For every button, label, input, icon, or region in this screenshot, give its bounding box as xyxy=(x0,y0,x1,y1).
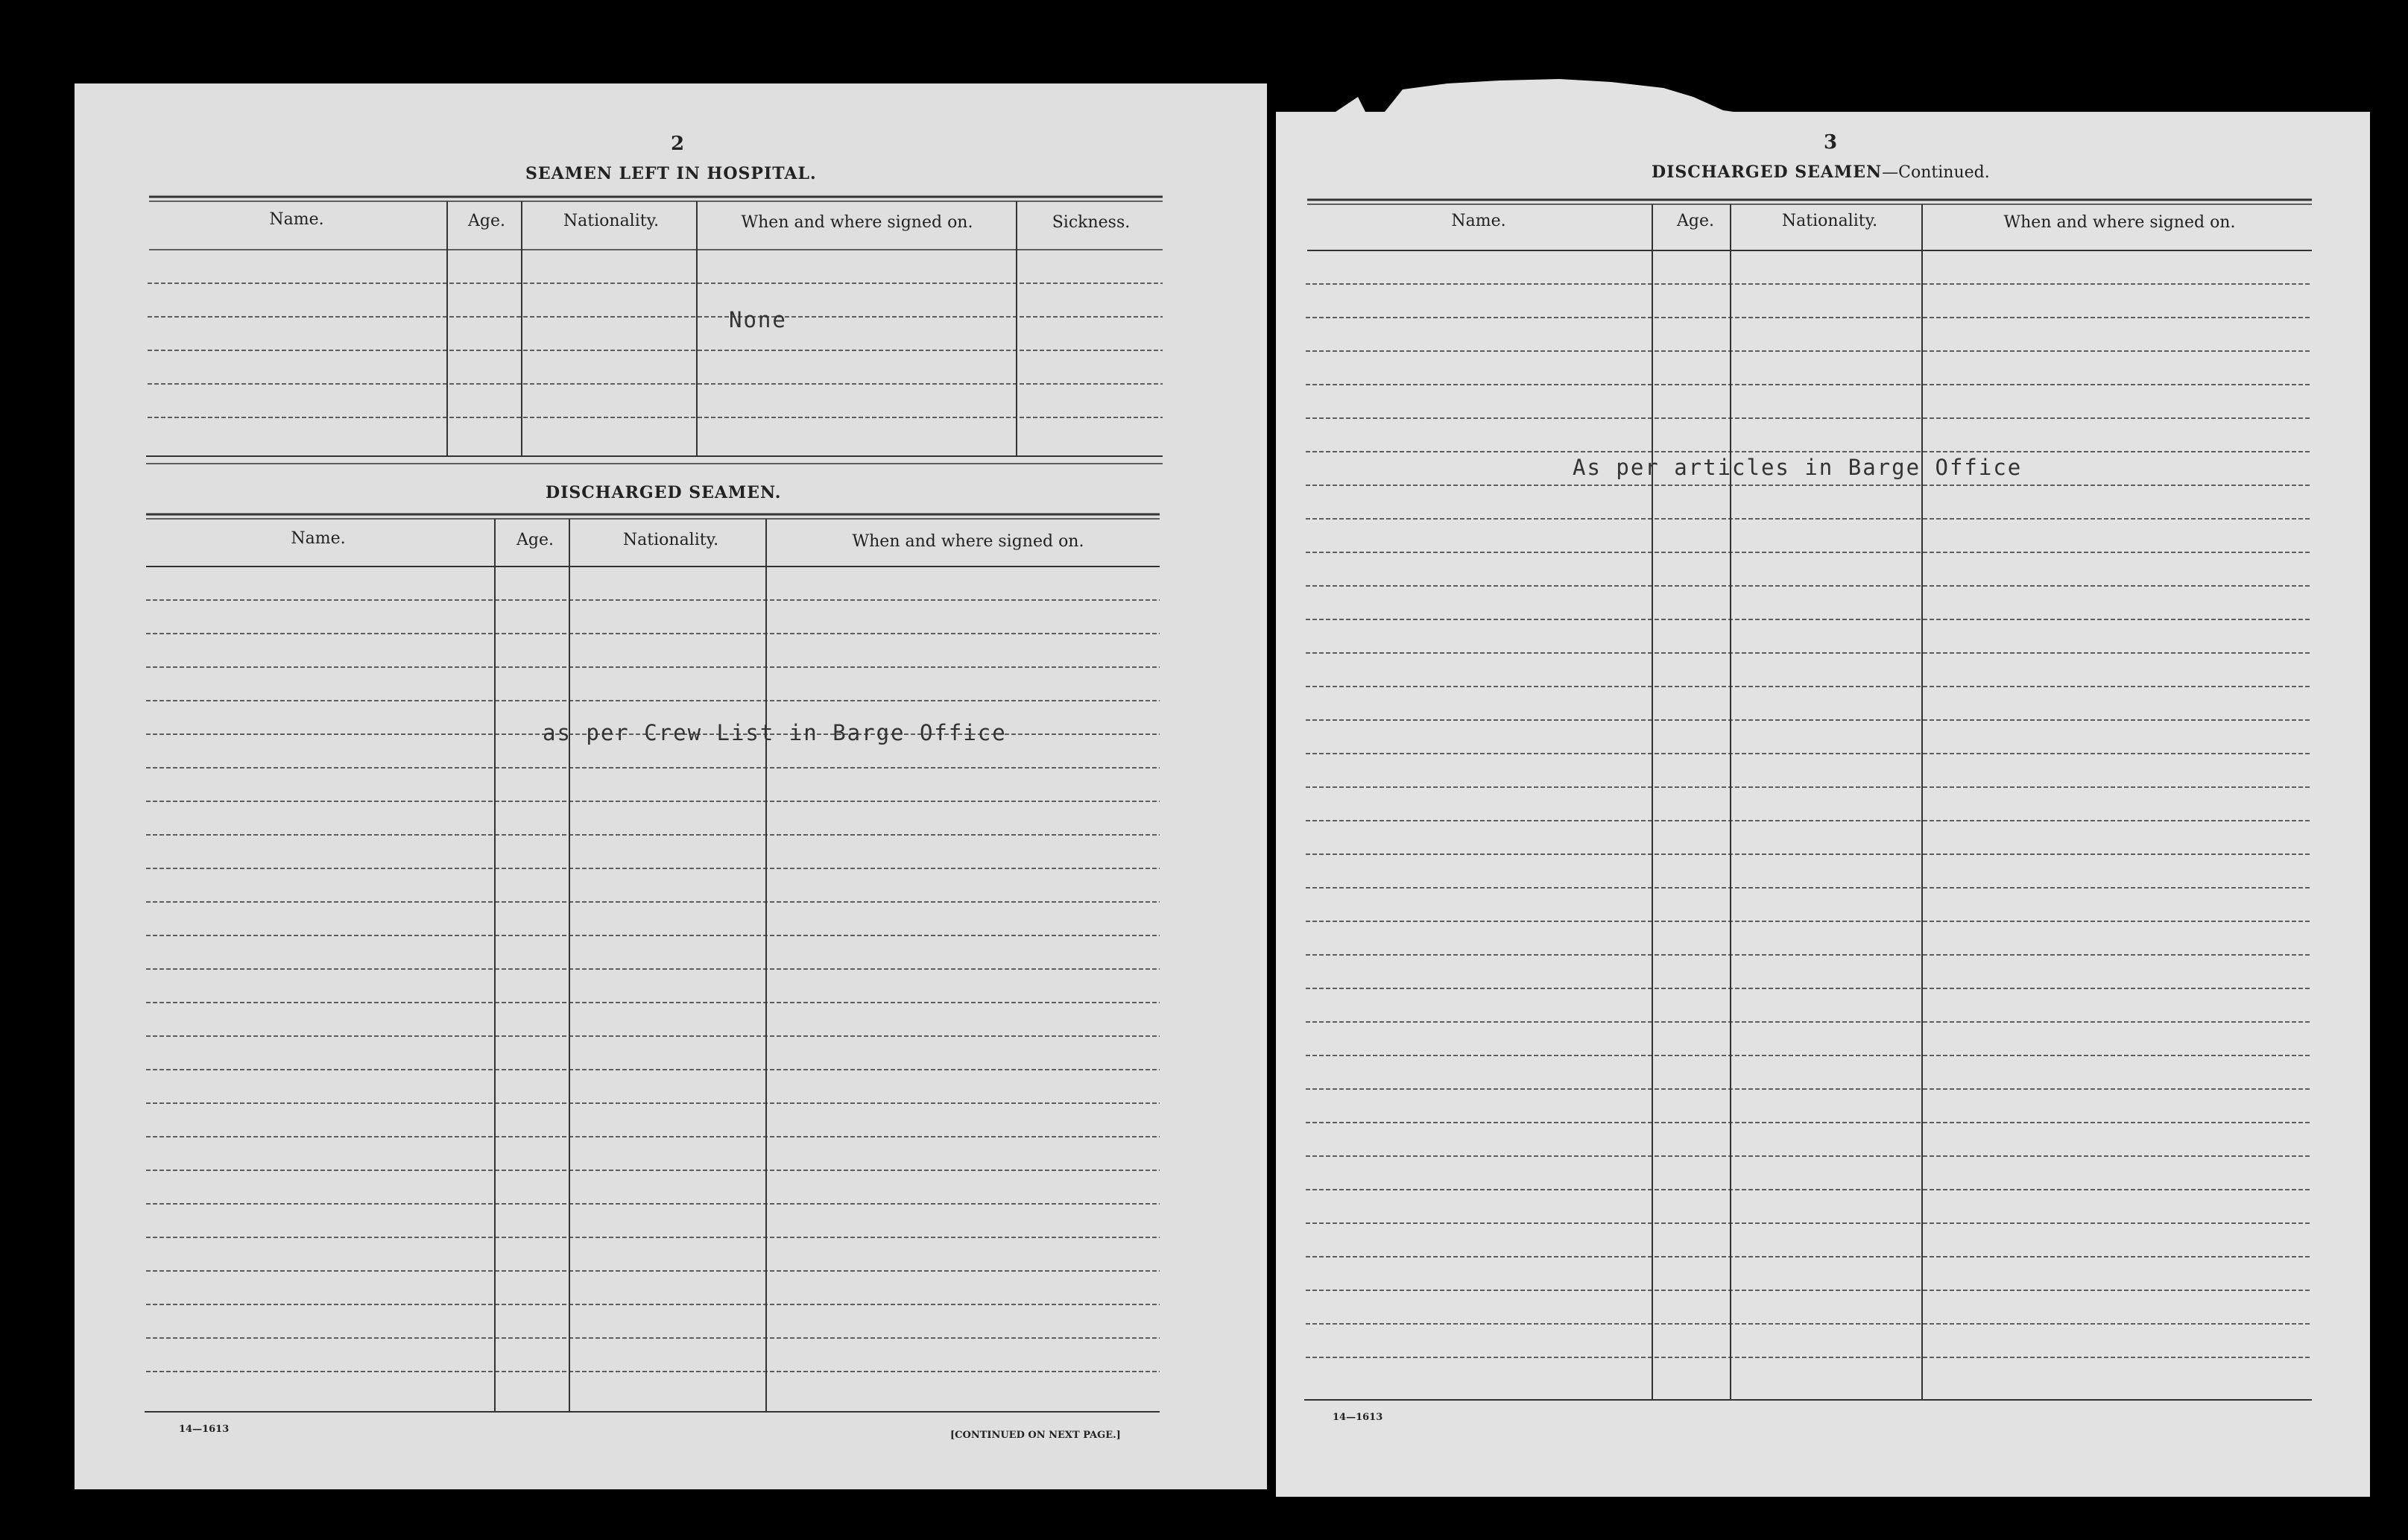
col-header-signed-on: When and where signed on. xyxy=(741,213,973,232)
left-page-rules xyxy=(75,83,1267,1489)
discharged-continued-title xyxy=(1652,162,1990,182)
continued-note: [CONTINUED ON NEXT PAGE.] xyxy=(950,1430,1121,1441)
page-number: 2 xyxy=(671,133,685,155)
col-header-name: Name. xyxy=(1451,212,1506,230)
col-header-sickness: Sickness. xyxy=(1052,213,1131,232)
col-header-name: Name. xyxy=(269,210,324,229)
col-header-age: Age. xyxy=(516,531,554,549)
right-page xyxy=(1276,112,2370,1497)
page-number: 3 xyxy=(1824,131,1838,154)
discharged-entry: as per Crew List in Barge Office xyxy=(543,720,1007,745)
col-header-age: Age. xyxy=(468,212,505,230)
form-number: 14—1613 xyxy=(1333,1412,1383,1423)
discharged-entry: As per articles in Barge Office xyxy=(1573,455,2023,480)
form-number: 14—1613 xyxy=(179,1424,230,1435)
right-page-rules xyxy=(1276,112,2370,1497)
col-header-age: Age. xyxy=(1677,212,1714,230)
col-header-name: Name. xyxy=(291,529,346,548)
col-header-nationality: Nationality. xyxy=(563,212,660,230)
col-header-signed-on: When and where signed on. xyxy=(852,532,1084,551)
col-header-nationality: Nationality. xyxy=(622,531,719,549)
discharged-section-title: DISCHARGED SEAMEN. xyxy=(546,483,782,502)
hospital-entry: None xyxy=(729,307,787,332)
col-header-signed-on: When and where signed on. xyxy=(2003,213,2236,232)
section-title-main: DISCHARGED SEAMEN xyxy=(1652,162,1883,182)
hospital-section-title: SEAMEN LEFT IN HOSPITAL. xyxy=(525,164,817,183)
col-header-nationality: Nationality. xyxy=(1781,212,1878,230)
left-page xyxy=(75,83,1267,1489)
section-title-continued: —Continued. xyxy=(1882,163,1990,182)
